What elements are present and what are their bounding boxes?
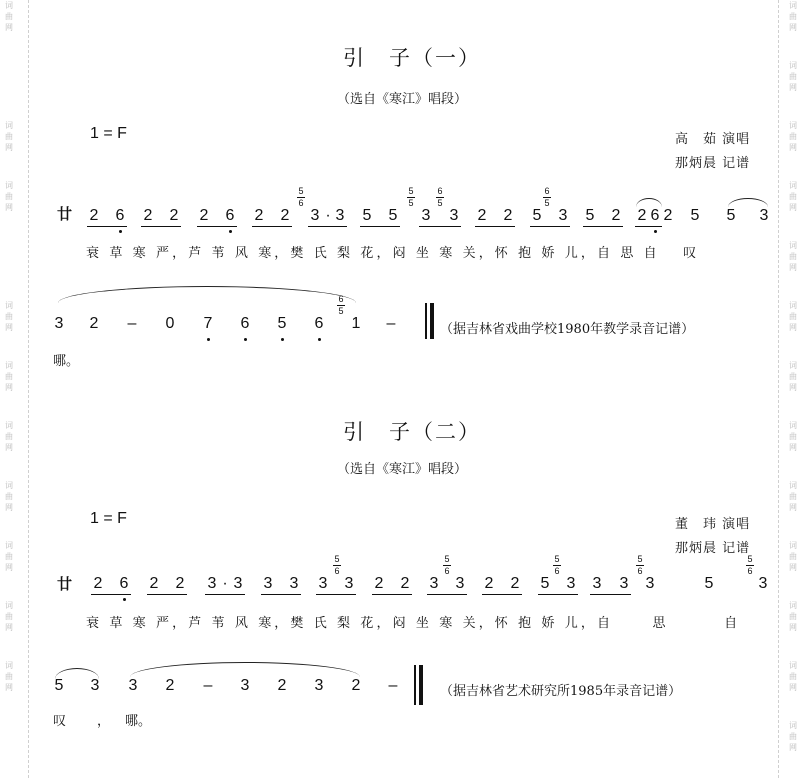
section-1-line-1-underline (141, 226, 181, 227)
section-2-subtitle: （选自《寒江》唱段） (337, 462, 468, 477)
watermark-right-8: 词曲网 (789, 421, 797, 452)
section-1-final-barline-thick (430, 303, 434, 339)
section-1-line-2-note: 6 (314, 315, 324, 332)
section-2-line-1-grace-note: 5 (554, 554, 560, 564)
section-1-line-1-slur (728, 198, 768, 207)
watermark-right-10: 词曲网 (789, 541, 797, 572)
section-2-line-1-octave-dot (123, 598, 126, 601)
section-1-line-1-note: 3 (759, 207, 769, 224)
section-2-line-1-underline (427, 594, 467, 595)
section-2-line-1-note: 3 (289, 575, 299, 592)
section-2-line-1-note: 3 (207, 575, 217, 592)
section-1-line-1-grace-note: 5 (408, 198, 414, 208)
section-2-line-1-note: 2 (400, 575, 410, 592)
section-1-line-1-grace-note: 6 (298, 198, 304, 208)
section-1-line-1-note: · (325, 207, 331, 224)
section-2-line-1-grace-note: 5 (637, 554, 643, 564)
section-1-line-1-grace-note: 5 (437, 198, 443, 208)
section-2-line-1-grace-note: 6 (444, 566, 450, 576)
section-2-line-1-note: 3 (318, 575, 328, 592)
watermark-left-4: 词曲网 (5, 301, 13, 332)
section-2-line-1-underline (482, 594, 522, 595)
section-1-line-1-note: 5 (726, 207, 736, 224)
section-1-line-1-note: 5 (388, 207, 398, 224)
watermark-left-9: 词曲网 (5, 601, 13, 632)
section-1-line-1-underline (635, 226, 662, 227)
section-2-line-1-grace-note: 6 (747, 566, 753, 576)
section-2-line-1-note: 2 (484, 575, 494, 592)
section-2-line-1-grace-note: 6 (554, 566, 560, 576)
section-2-line-1-underline (590, 594, 631, 595)
section-2-line-1-note: 3 (592, 575, 602, 592)
section-2-line-1-note: 3 (344, 575, 354, 592)
watermark-right-5: 词曲网 (789, 241, 797, 272)
section-1-line-2-grace-note: 5 (338, 306, 344, 316)
section-1-line-2-octave-dot (207, 338, 210, 341)
section-1-line-1-grace-note: 5 (544, 198, 550, 208)
section-2-lyrics-line-1: 衰 草 寒 严，芦 苇 风 寒，樊 氏 梨 花，闷 坐 寒 关，怀 抱 娇 儿，自 思 自 (86, 616, 741, 631)
section-2-line-1-note: 3 (233, 575, 243, 592)
section-2-line-1-note: 5 (540, 575, 550, 592)
section-2-line-1-underline (316, 594, 356, 595)
section-1-line-2-note: – (386, 315, 396, 332)
watermark-right-13: 词曲网 (789, 721, 797, 752)
section-2-line-1-note: 3 (429, 575, 439, 592)
section-2-line-1-grace-note: 6 (637, 566, 643, 576)
section-1-source-note: （据吉林省戏曲学校1980年教学录音记谱） (440, 322, 695, 337)
section-2-meter-mark: 廿 (57, 575, 73, 593)
section-2-line-1-note: 2 (149, 575, 159, 592)
section-1-meter-mark: 廿 (57, 205, 73, 223)
section-1-line-1-underline (530, 226, 570, 227)
watermark-right-4: 词曲网 (789, 181, 797, 212)
section-1-line-1-underline (360, 226, 400, 227)
watermark-left-5: 词曲网 (5, 361, 13, 392)
watermark-left-1: 词曲网 (5, 1, 13, 32)
section-1-line-1-grace-note: 5 (408, 186, 414, 196)
section-2-line-1-note: 3 (619, 575, 629, 592)
section-2-line-1-underline (372, 594, 412, 595)
section-2-final-barline-thin (414, 665, 416, 705)
section-1-line-1-underline (308, 226, 347, 227)
section-2-line-2-note: 3 (128, 677, 138, 694)
section-2-line-2-note: – (203, 677, 213, 694)
section-1-line-1-note: 2 (477, 207, 487, 224)
section-1-line-2-octave-dot (318, 338, 321, 341)
section-2-line-1-note: 3 (263, 575, 273, 592)
section-1-line-1-note: 6 (115, 207, 125, 224)
section-2-line-2-note: 3 (90, 677, 100, 694)
section-1-line-2-note: 1 (351, 315, 361, 332)
section-1-line-1-note: 3 (310, 207, 320, 224)
section-2-title: 引 子（二） (343, 420, 481, 444)
watermark-left-8: 词曲网 (5, 541, 13, 572)
section-2-line-2-note: 3 (240, 677, 250, 694)
section-1-line-1-note: 2 (637, 207, 647, 224)
watermark-right-7: 词曲网 (789, 361, 797, 392)
watermark-right-2: 词曲网 (789, 61, 797, 92)
section-2-line-1-note: 5 (704, 575, 714, 592)
section-1-transcriber: 那炳晨 记谱 (675, 156, 751, 171)
section-1-line-1-octave-dot (119, 230, 122, 233)
section-1-line-1-note: 3 (449, 207, 459, 224)
watermark-right-12: 词曲网 (789, 661, 797, 692)
section-2-line-1-note: 2 (175, 575, 185, 592)
section-2-key: 1 = F (90, 510, 127, 527)
section-2-line-1-note: 2 (510, 575, 520, 592)
watermark-left-3: 词曲网 (5, 181, 13, 212)
section-1-line-1-note: 2 (503, 207, 513, 224)
section-2-lyrics-line-2b: ， (97, 714, 111, 729)
section-2-line-1-underline (205, 594, 245, 595)
watermark-left-6: 词曲网 (5, 421, 13, 452)
section-1-line-1-underline (87, 226, 127, 227)
section-2-line-2-note: 3 (314, 677, 324, 694)
watermark-left-7: 词曲网 (5, 481, 13, 512)
section-1-line-1-note: 2 (611, 207, 621, 224)
section-1-final-barline-thin (425, 303, 427, 339)
section-1-line-1-underline (583, 226, 623, 227)
section-1-line-2-octave-dot (244, 338, 247, 341)
section-2-final-barline-thick (419, 665, 423, 705)
watermark-left-2: 词曲网 (5, 121, 13, 152)
section-2-line-2-note: 2 (165, 677, 175, 694)
section-2-line-1-note: 6 (119, 575, 129, 592)
section-2-line-1-note: 3 (566, 575, 576, 592)
section-1-line-1-note: 2 (280, 207, 290, 224)
section-1-line-2-grace-note: 6 (338, 294, 344, 304)
section-1-line-1-slur (636, 198, 662, 207)
section-1-line-1-grace-note: 6 (437, 186, 443, 196)
section-1-line-2-note: 7 (203, 315, 213, 332)
section-2-line-1-grace-note: 5 (334, 554, 340, 564)
section-2-line-2-note: 5 (54, 677, 64, 694)
section-1-line-2-note: 5 (277, 315, 287, 332)
section-2-line-1-note: 3 (645, 575, 655, 592)
section-2-line-2-note: 2 (277, 677, 287, 694)
section-1-line-1-note: 3 (335, 207, 345, 224)
section-2-line-1-underline (91, 594, 131, 595)
section-2-line-1-note: · (222, 575, 228, 592)
section-1-line-1-note: 2 (663, 207, 673, 224)
section-1-line-1-note: 5 (532, 207, 542, 224)
section-2-line-1-note: 2 (93, 575, 103, 592)
left-page-edge (28, 0, 29, 778)
section-1-line-1-underline (419, 226, 461, 227)
section-1-line-1-grace-note: 6 (544, 186, 550, 196)
section-1-line-2-note: – (127, 315, 137, 332)
section-2-line-1-grace-note: 6 (334, 566, 340, 576)
section-1-line-1-underline (475, 226, 515, 227)
section-1-lyrics-line-2: 哪。 (53, 354, 80, 369)
section-1-line-2-octave-dot (281, 338, 284, 341)
section-2-line-1-underline (147, 594, 187, 595)
section-1-line-1-octave-dot (229, 230, 232, 233)
section-1-line-1-octave-dot (654, 230, 657, 233)
watermark-right-9: 词曲网 (789, 481, 797, 512)
section-1-line-1-note: 2 (143, 207, 153, 224)
section-2-line-1-note: 3 (455, 575, 465, 592)
section-2-performer: 董 玮 演唱 (675, 517, 751, 532)
section-2-line-1-underline (538, 594, 578, 595)
section-2-lyrics-line-2a: 叹 (53, 714, 67, 729)
section-2-slur-b (130, 662, 360, 677)
section-2-transcriber: 那炳晨 记谱 (675, 541, 751, 556)
section-1-subtitle: （选自《寒江》唱段） (337, 92, 468, 107)
section-1-line-1-note: 2 (199, 207, 209, 224)
section-2-line-1-underline (261, 594, 301, 595)
watermark-right-11: 词曲网 (789, 601, 797, 632)
section-1-title: 引 子（一） (343, 46, 481, 70)
section-1-line-1-note: 6 (650, 207, 660, 224)
section-2-line-1-grace-note: 5 (444, 554, 450, 564)
section-2-lyrics-line-2c: 哪。 (125, 714, 152, 729)
section-1-lyrics-line-1: 衰 草 寒 严，芦 苇 风 寒，樊 氏 梨 花，闷 坐 寒 关，怀 抱 娇 儿，自 思 自 叹 (86, 246, 700, 261)
watermark-right-6: 词曲网 (789, 301, 797, 332)
section-1-line-2-note: 3 (54, 315, 64, 332)
watermark-left-10: 词曲网 (5, 661, 13, 692)
section-1-line-1-note: 2 (89, 207, 99, 224)
section-1-long-slur (58, 286, 356, 303)
section-1-performer: 高 茹 演唱 (675, 132, 751, 147)
section-1-line-1-grace-note: 5 (298, 186, 304, 196)
section-1-line-1-note: 5 (690, 207, 700, 224)
section-1-line-1-underline (197, 226, 237, 227)
section-1-line-2-note: 6 (240, 315, 250, 332)
section-1-line-1-note: 3 (421, 207, 431, 224)
section-1-line-1-underline (252, 226, 292, 227)
section-2-line-1-grace-note: 5 (747, 554, 753, 564)
section-2-line-1-note: 3 (758, 575, 768, 592)
right-page-edge (778, 0, 779, 778)
section-1-line-1-note: 6 (225, 207, 235, 224)
section-1-line-1-note: 5 (585, 207, 595, 224)
section-2-line-2-note: 2 (351, 677, 361, 694)
section-1-line-2-note: 0 (165, 315, 175, 332)
section-2-source-note: （据吉林省艺术研究所1985年录音记谱） (440, 684, 682, 699)
section-1-line-1-note: 2 (169, 207, 179, 224)
watermark-right-1: 词曲网 (789, 1, 797, 32)
section-2-line-2-note: – (388, 677, 398, 694)
section-1-line-1-note: 3 (558, 207, 568, 224)
section-1-line-1-note: 5 (362, 207, 372, 224)
section-1-key: 1 = F (90, 125, 127, 142)
section-1-line-2-note: 2 (89, 315, 99, 332)
section-1-line-1-note: 2 (254, 207, 264, 224)
section-2-line-1-note: 2 (374, 575, 384, 592)
watermark-right-3: 词曲网 (789, 121, 797, 152)
